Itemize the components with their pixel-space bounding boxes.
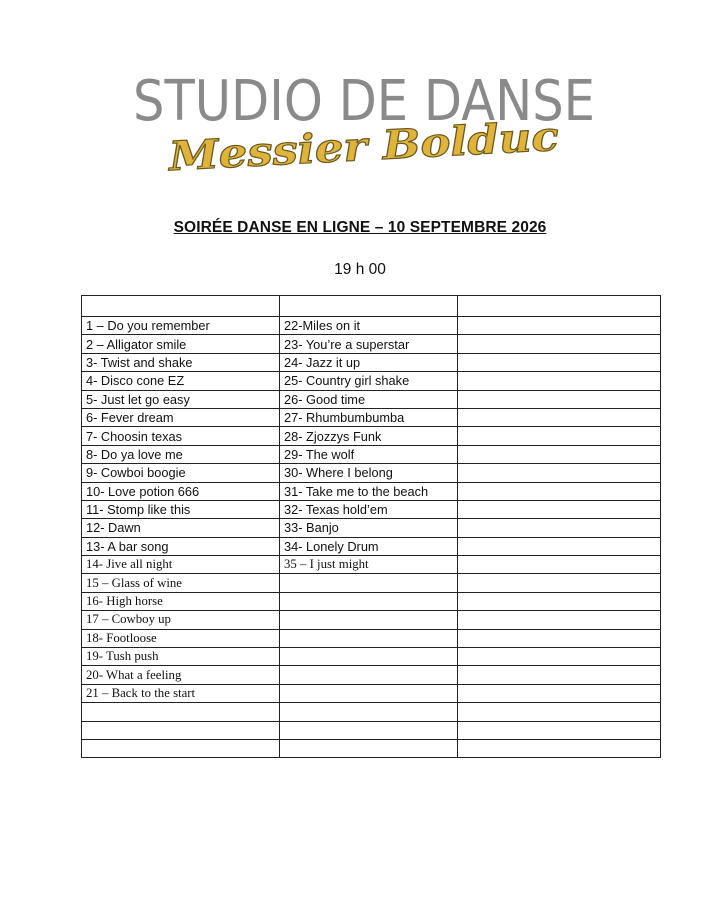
song-cell: 29- The wolf: [280, 445, 458, 463]
song-cell: [458, 739, 661, 757]
song-cell: [280, 703, 458, 721]
song-cell: [458, 721, 661, 739]
song-cell: [458, 537, 661, 555]
song-cell: [458, 500, 661, 518]
table-row: [82, 427, 661, 445]
song-cell: 32- Texas hold’em: [280, 500, 458, 518]
song-cell: [458, 445, 661, 463]
song-cell: 24- Jazz it up: [280, 353, 458, 371]
song-cell: [280, 574, 458, 592]
song-cell: [458, 556, 661, 574]
table-row: [82, 592, 661, 610]
song-cell: 12- Dawn: [82, 519, 280, 537]
table-row: [82, 372, 661, 390]
table-row: [82, 519, 661, 537]
song-cell: [458, 629, 661, 647]
song-cell: [458, 592, 661, 610]
song-cell: [458, 464, 661, 482]
table-header-cell: [280, 296, 458, 317]
table-row: [82, 464, 661, 482]
song-cell: 10- Love potion 666: [82, 482, 280, 500]
song-cell: [458, 611, 661, 629]
song-cell: [82, 739, 280, 757]
song-cell: 28- Zjozzys Funk: [280, 427, 458, 445]
table-row: [82, 739, 661, 757]
song-cell: [280, 592, 458, 610]
song-cell: [280, 629, 458, 647]
table-row: [82, 556, 661, 574]
song-cell: [280, 611, 458, 629]
song-cell: [280, 666, 458, 684]
song-cell: [458, 648, 661, 666]
song-cell: 9- Cowboi boogie: [82, 464, 280, 482]
song-cell: 27- Rhumbumbumba: [280, 408, 458, 426]
song-cell: [458, 317, 661, 335]
table-row: [82, 648, 661, 666]
table-row: [82, 500, 661, 518]
song-cell: [82, 721, 280, 739]
studio-logo: [0, 60, 720, 190]
song-cell: 26- Good time: [280, 390, 458, 408]
song-cell: 34- Lonely Drum: [280, 537, 458, 555]
table-row: [82, 684, 661, 702]
table-row: [82, 666, 661, 684]
song-cell: 31- Take me to the beach: [280, 482, 458, 500]
song-cell: 25- Country girl shake: [280, 372, 458, 390]
table-row: [82, 445, 661, 463]
song-cell: [458, 482, 661, 500]
song-cell: 22-Miles on it: [280, 317, 458, 335]
song-cell: [458, 703, 661, 721]
song-cell: [458, 684, 661, 702]
song-cell: [458, 519, 661, 537]
song-cell: 6- Fever dream: [82, 408, 280, 426]
table-row: [82, 353, 661, 371]
table-header-row: [82, 296, 661, 317]
song-cell: [458, 372, 661, 390]
song-cell: 3- Twist and shake: [82, 353, 280, 371]
table-row: [82, 721, 661, 739]
table-row: [82, 629, 661, 647]
song-cell: [458, 390, 661, 408]
song-cell: [458, 408, 661, 426]
song-cell: 7- Choosin texas: [82, 427, 280, 445]
table-row: [82, 574, 661, 592]
table-row: [82, 408, 661, 426]
table-header-cell: [82, 296, 280, 317]
song-cell: [458, 427, 661, 445]
table-row: [82, 335, 661, 353]
table-header-cell: [458, 296, 661, 317]
song-cell: 13- A bar song: [82, 537, 280, 555]
dance-playlist-table: [81, 295, 661, 758]
song-cell: [280, 684, 458, 702]
song-cell: 4- Disco cone EZ: [82, 372, 280, 390]
song-cell: 1 – Do you remember: [82, 317, 280, 335]
song-cell: 2 – Alligator smile: [82, 335, 280, 353]
table-row: [82, 482, 661, 500]
song-cell: 5- Just let go easy: [82, 390, 280, 408]
song-cell: 35 – I just might: [280, 556, 458, 574]
song-cell: 17 – Cowboy up: [82, 611, 280, 629]
song-cell: 14- Jive all night: [82, 556, 280, 574]
song-cell: [280, 739, 458, 757]
song-cell: 21 – Back to the start: [82, 684, 280, 702]
song-cell: [458, 574, 661, 592]
table-row: [82, 537, 661, 555]
logo-owner-name: Messier Bolduc: [167, 115, 518, 181]
logo-studio-name: STUDIO DE DANSE: [133, 69, 595, 134]
table-row: [82, 390, 661, 408]
table-row: [82, 317, 661, 335]
song-cell: [280, 721, 458, 739]
song-cell: [82, 703, 280, 721]
song-cell: [458, 353, 661, 371]
event-title: SOIRÉE DANSE EN LIGNE – 10 SEPTEMBRE 2026: [173, 219, 547, 236]
song-cell: 8- Do ya love me: [82, 445, 280, 463]
song-cell: 23- You’re a superstar: [280, 335, 458, 353]
song-cell: 20- What a feeling: [82, 666, 280, 684]
song-cell: 11- Stomp like this: [82, 500, 280, 518]
song-cell: 19- Tush push: [82, 648, 280, 666]
song-cell: [280, 648, 458, 666]
song-cell: 33- Banjo: [280, 519, 458, 537]
song-cell: [458, 335, 661, 353]
song-cell: 18- Footloose: [82, 629, 280, 647]
song-cell: 16- High horse: [82, 592, 280, 610]
event-time: 19 h 00: [334, 261, 386, 278]
table-row: [82, 611, 661, 629]
song-cell: 15 – Glass of wine: [82, 574, 280, 592]
song-cell: [458, 666, 661, 684]
table-row: [82, 703, 661, 721]
song-cell: 30- Where I belong: [280, 464, 458, 482]
